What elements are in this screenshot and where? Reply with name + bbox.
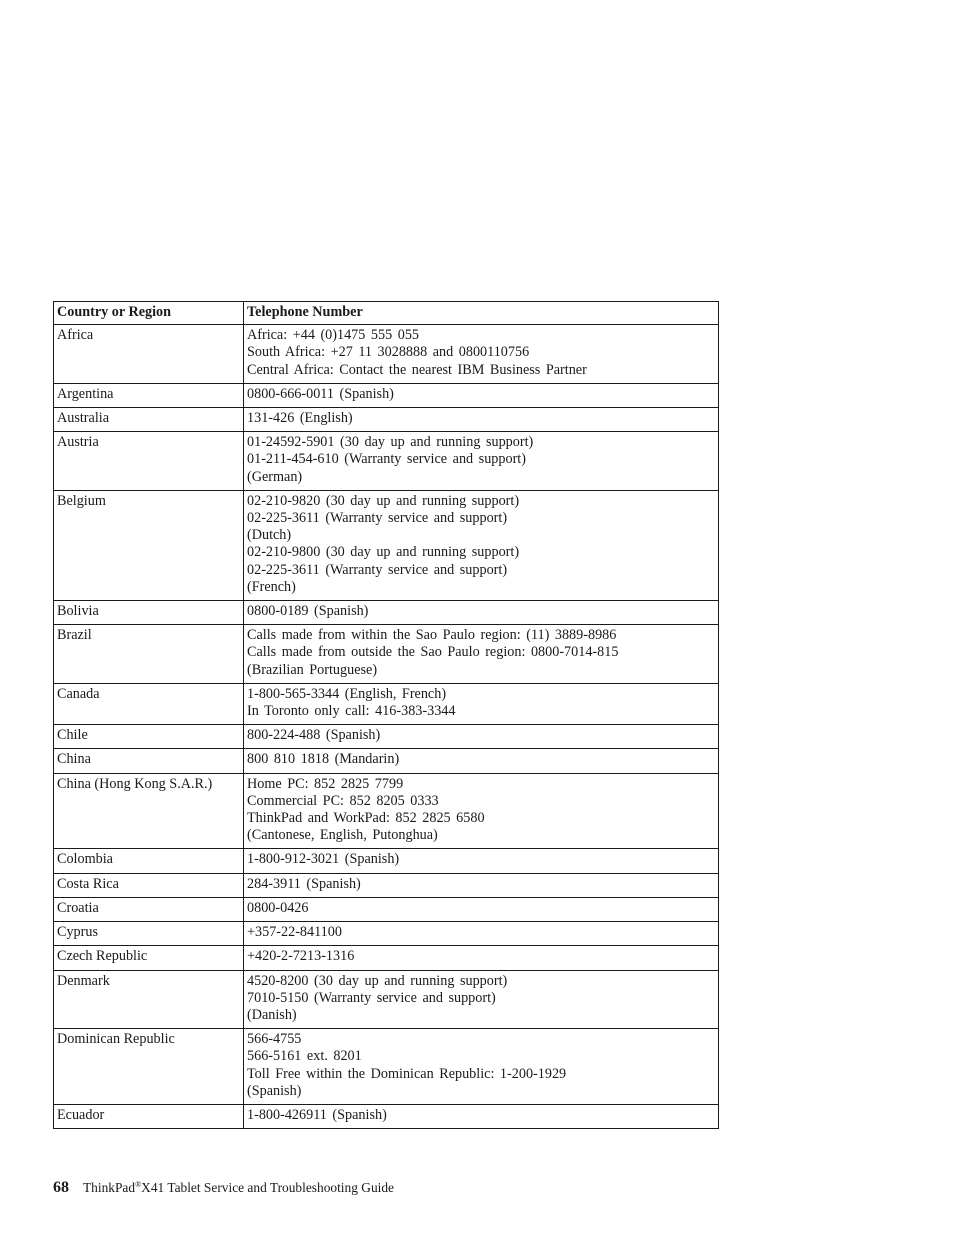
country-cell: Bolivia — [54, 601, 244, 625]
table-body — [54, 325, 719, 1129]
phone-line: (Danish) — [247, 1006, 297, 1023]
country-cell: Australia — [54, 408, 244, 432]
phone-line: 0800-0189 (Spanish) — [247, 603, 369, 620]
table-row — [54, 873, 719, 897]
phone-cell — [244, 432, 719, 491]
phone-cell — [244, 601, 719, 625]
phone-line: In Toronto only call: 416-383-3344 — [247, 703, 456, 720]
phone-cell — [244, 725, 719, 749]
table-row — [54, 325, 719, 384]
country-cell: Africa — [54, 325, 244, 384]
phone-cell — [244, 683, 719, 724]
table-row — [54, 849, 719, 873]
phone-line: 131-426 (English) — [247, 410, 353, 427]
table-row — [54, 897, 719, 921]
table-row — [54, 683, 719, 724]
phone-line: 0800-0426 — [247, 899, 309, 916]
phone-line: 800 810 1818 (Mandarin) — [247, 751, 400, 768]
phone-line: Africa: +44 (0)1475 555 055 — [247, 327, 420, 344]
table-row — [54, 408, 719, 432]
table-row — [54, 946, 719, 970]
phone-line: Commercial PC: 852 8205 0333 — [247, 792, 439, 809]
phone-line: 02-225-3611 (Warranty service and support) — [247, 561, 508, 578]
table-row — [54, 1029, 719, 1105]
page-footer — [53, 1179, 394, 1197]
phone-line: Central Africa: Contact the nearest IBM Business Partner — [247, 361, 587, 378]
country-cell: China (Hong Kong S.A.R.) — [54, 773, 244, 849]
phone-cell — [244, 849, 719, 873]
telephone-table — [53, 301, 719, 1129]
phone-line: 800-224-488 (Spanish) — [247, 727, 381, 744]
phone-cell — [244, 873, 719, 897]
country-cell: Croatia — [54, 897, 244, 921]
table-header-row — [54, 302, 719, 325]
phone-line: South Africa: +27 11 3028888 and 0800110756 — [247, 344, 530, 361]
phone-line: 1-800-912-3021 (Spanish) — [247, 851, 400, 868]
phone-line: +357-22-841100 — [247, 924, 342, 941]
phone-line: 01-24592-5901 (30 day up and running support) — [247, 434, 534, 451]
phone-line: 0800-666-0011 (Spanish) — [247, 385, 394, 402]
phone-cell — [244, 749, 719, 773]
phone-line: Calls made from within the Sao Paulo region: (11) 3889-8986 — [247, 627, 617, 644]
phone-cell — [244, 922, 719, 946]
country-cell: Ecuador — [54, 1104, 244, 1128]
phone-line: Home PC: 852 2825 7799 — [247, 775, 404, 792]
country-cell: Argentina — [54, 383, 244, 407]
registered-mark: ® — [135, 1180, 142, 1189]
country-cell: Costa Rica — [54, 873, 244, 897]
phone-cell — [244, 383, 719, 407]
table-row — [54, 725, 719, 749]
country-cell: Brazil — [54, 625, 244, 684]
table-row — [54, 383, 719, 407]
header-phone: Telephone Number — [244, 302, 719, 325]
header-country: Country or Region — [54, 302, 244, 325]
phone-line: 02-225-3611 (Warranty service and support) — [247, 510, 508, 527]
country-cell: Cyprus — [54, 922, 244, 946]
phone-cell — [244, 1104, 719, 1128]
country-cell: Belgium — [54, 490, 244, 600]
phone-line: 02-210-9800 (30 day up and running support) — [247, 544, 520, 561]
table-row — [54, 1104, 719, 1128]
phone-line: 284-3911 (Spanish) — [247, 875, 361, 892]
phone-line: Calls made from outside the Sao Paulo region: 0800-7014-815 — [247, 644, 619, 661]
country-cell: Canada — [54, 683, 244, 724]
table-row — [54, 625, 719, 684]
table-row — [54, 749, 719, 773]
country-cell: Denmark — [54, 970, 244, 1029]
footer-title-suffix: X41 Tablet Service and Troubleshooting Guide — [141, 1180, 394, 1195]
country-cell: China — [54, 749, 244, 773]
country-cell: Colombia — [54, 849, 244, 873]
phone-cell — [244, 408, 719, 432]
phone-line: 7010-5150 (Warranty service and support) — [247, 989, 496, 1006]
phone-cell — [244, 946, 719, 970]
country-cell: Chile — [54, 725, 244, 749]
phone-line: (French) — [247, 578, 296, 595]
phone-line: +420-2-7213-1316 — [247, 948, 355, 965]
table-row — [54, 970, 719, 1029]
phone-line: 566-5161 ext. 8201 — [247, 1048, 362, 1065]
phone-line: Toll Free within the Dominican Republic: 1-200-1929 — [247, 1065, 567, 1082]
country-cell: Czech Republic — [54, 946, 244, 970]
phone-cell — [244, 325, 719, 384]
phone-line: (Brazilian Portuguese) — [247, 661, 378, 678]
table-row — [54, 922, 719, 946]
phone-line: (Spanish) — [247, 1082, 302, 1099]
phone-line: 1-800-426911 (Spanish) — [247, 1106, 387, 1123]
page-number: 68 — [53, 1179, 69, 1196]
phone-line: 566-4755 — [247, 1031, 302, 1048]
phone-line: 01-211-454-610 (Warranty service and support) — [247, 451, 526, 468]
table-row — [54, 490, 719, 600]
phone-line: (Cantonese, English, Putonghua) — [247, 827, 438, 844]
phone-line: (Dutch) — [247, 527, 292, 544]
phone-line: 02-210-9820 (30 day up and running support) — [247, 492, 520, 509]
table-row — [54, 601, 719, 625]
phone-line: 1-800-565-3344 (English, French) — [247, 685, 447, 702]
phone-line: ThinkPad and WorkPad: 852 2825 6580 — [247, 810, 485, 827]
phone-cell — [244, 970, 719, 1029]
country-cell: Austria — [54, 432, 244, 491]
country-cell: Dominican Republic — [54, 1029, 244, 1105]
phone-cell — [244, 773, 719, 849]
table-row — [54, 773, 719, 849]
footer-title-prefix: ThinkPad — [83, 1180, 136, 1195]
phone-line: (German) — [247, 468, 303, 485]
phone-cell — [244, 625, 719, 684]
phone-cell — [244, 490, 719, 600]
phone-line: 4520-8200 (30 day up and running support) — [247, 972, 508, 989]
phone-cell — [244, 1029, 719, 1105]
phone-cell — [244, 897, 719, 921]
table-row — [54, 432, 719, 491]
